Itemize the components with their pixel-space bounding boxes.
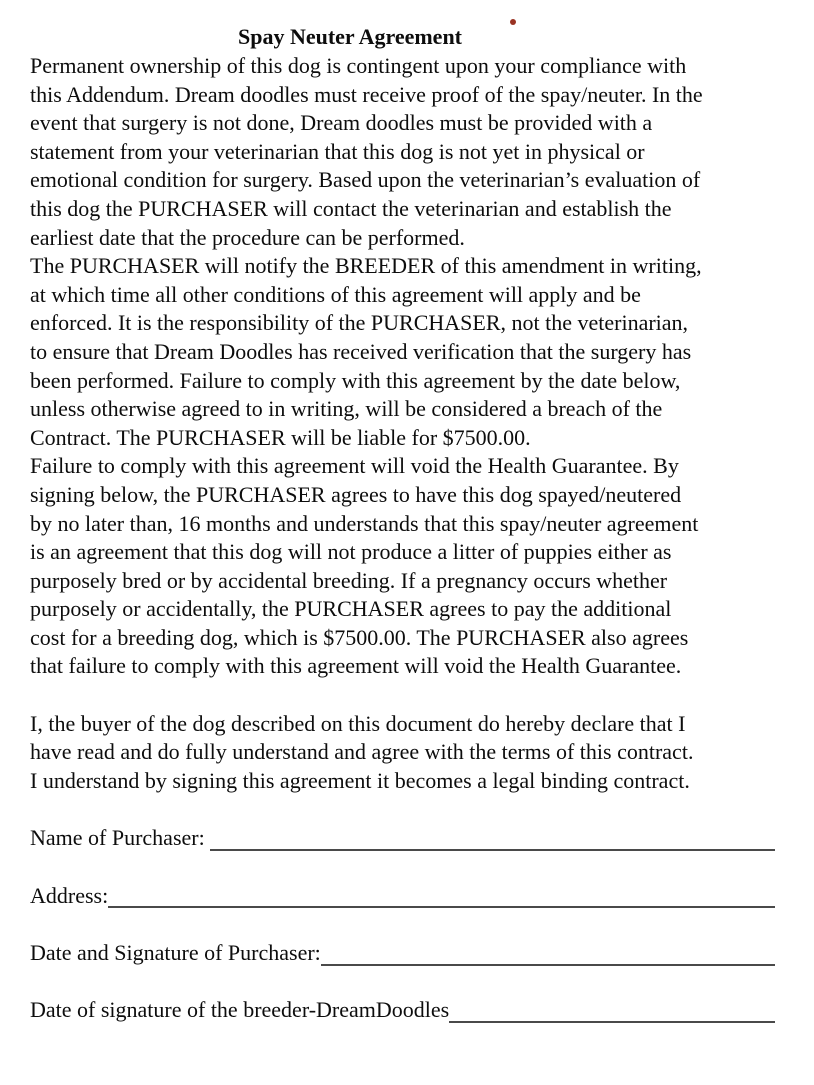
paragraph	[30, 252, 814, 452]
text-line: earliest date that the procedure can be performed.	[30, 224, 465, 250]
text-line: I understand by signing this agreement it becomes a legal binding contract.	[30, 767, 690, 793]
text-line: event that surgery is not done, Dream doodles must be provided with a	[30, 110, 653, 136]
agreement-body	[0, 52, 814, 795]
document-title: Spay Neuter Agreement	[237, 24, 463, 49]
text-line: purposely or accidentally, the PURCHASER agrees to pay the additional	[30, 596, 672, 622]
signature-blank-line	[449, 996, 775, 1023]
text-line: cost for a breeding dog, which is $7500.00. The PURCHASER also agrees	[30, 624, 689, 650]
text-line: unless otherwise agreed to in writing, will be considered a breach of the	[30, 396, 663, 422]
text-line: statement from your veterinarian that this dog is not yet in physical or	[30, 138, 645, 164]
body-paragraphs	[30, 52, 814, 681]
signature-blank-line	[210, 824, 775, 851]
paragraph	[30, 52, 814, 252]
form-row-date-of-signature-of-breeder	[30, 996, 775, 1025]
text-line: this dog the PURCHASER will contact the veterinarian and establish the	[30, 195, 672, 221]
text-line: I, the buyer of the dog described on this document do hereby declare that I	[30, 710, 686, 736]
form-label-name-of-purchaser: Name of Purchaser:	[30, 825, 211, 851]
text-line: been performed. Failure to comply with this agreement by the date below,	[30, 367, 681, 393]
text-line: Failure to comply with this agreement will void the Health Guarantee. By	[30, 453, 679, 479]
text-line: The PURCHASER will notify the BREEDER of this amendment in writing,	[30, 253, 702, 279]
form-label-date-of-signature-of-breeder: Date of signature of the breeder-DreamDoodles	[30, 997, 450, 1023]
form-row-address	[30, 882, 775, 911]
text-line: Permanent ownership of this dog is contingent upon your compliance with	[30, 53, 687, 78]
text-line: enforced. It is the responsibility of the PURCHASER, not the veterinarian,	[30, 310, 689, 336]
signature-blank-line	[108, 882, 775, 909]
text-line: emotional condition for surgery. Based upon the veterinarian’s evaluation of	[30, 167, 701, 193]
form-row-date-and-signature-of-purchaser	[30, 939, 775, 968]
paragraph	[30, 452, 814, 681]
text-line: purposely bred or by accidental breeding. If a pregnancy occurs whether	[30, 567, 668, 593]
title-row	[0, 22, 757, 52]
red-dot-mark	[510, 19, 516, 25]
form-label-date-and-signature-of-purchaser: Date and Signature of Purchaser:	[30, 940, 321, 966]
text-line: to ensure that Dream Doodles has received verification that the surgery has	[30, 338, 692, 364]
text-line: Contract. The PURCHASER will be liable for $7500.00.	[30, 424, 531, 450]
form-row-name-of-purchaser	[30, 824, 775, 853]
text-line: signing below, the PURCHASER agrees to have this dog spayed/neutered	[30, 481, 682, 507]
declaration-paragraph	[30, 710, 814, 796]
text-line: is an agreement that this dog will not produce a litter of puppies either as	[30, 539, 672, 565]
text-line: this Addendum. Dream doodles must receive proof of the spay/neuter. In the	[30, 81, 703, 107]
text-line: at which time all other conditions of this agreement will apply and be	[30, 281, 641, 307]
signature-form-section	[0, 824, 814, 1025]
form-label-address: Address:	[30, 882, 109, 908]
text-line: that failure to comply with this agreement will void the Health Guarantee.	[30, 653, 682, 679]
text-line: have read and do fully understand and agree with the terms of this contract.	[30, 739, 694, 765]
text-line: by no later than, 16 months and understands that this spay/neuter agreement	[30, 510, 699, 536]
signature-blank-line	[321, 939, 775, 966]
